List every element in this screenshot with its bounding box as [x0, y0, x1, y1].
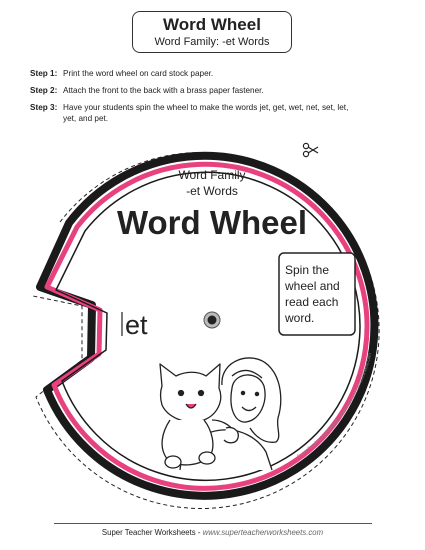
footer-url[interactable]: www.superteacherworksheets.com — [202, 528, 324, 537]
word-ending: et — [125, 310, 148, 340]
step-label: Step 2: — [30, 86, 58, 95]
girl-and-cat-illustration — [160, 358, 281, 470]
footer-brand: Super Teacher Worksheets - — [101, 528, 203, 537]
page-title: Word Wheel — [163, 15, 261, 34]
step-text: Have your students spin the wheel to make the words jet, get, wet, net, set, let, — [63, 103, 349, 112]
step-label: Step 3: — [30, 103, 58, 112]
instruction-line-1: Spin the — [285, 263, 330, 277]
watermark: Super Teacher Worksheets - www.superteacherworksheets.com — [295, 352, 373, 459]
fastener-icon — [204, 312, 220, 328]
scissors-icon — [303, 143, 318, 156]
footer-divider — [54, 523, 372, 524]
step-text: Attach the front to the back with a brass paper fastener. — [63, 86, 264, 95]
step-text-cont: yet, and pet. — [63, 114, 109, 123]
wheel-family-line2: -et Words — [186, 184, 238, 198]
footer — [0, 528, 425, 537]
step-text: Print the word wheel on card stock paper. — [63, 69, 214, 78]
wheel-family-line1: Word Family — [178, 168, 246, 182]
instruction-line-4: word. — [285, 311, 315, 325]
step-label: Step 1: — [30, 69, 58, 78]
page-subtitle: Word Family: -et Words — [154, 36, 270, 48]
instruction-line-2: wheel and — [285, 279, 340, 293]
instruction-line-3: read each — [285, 295, 339, 309]
wheel-title: Word Wheel — [116, 204, 308, 241]
